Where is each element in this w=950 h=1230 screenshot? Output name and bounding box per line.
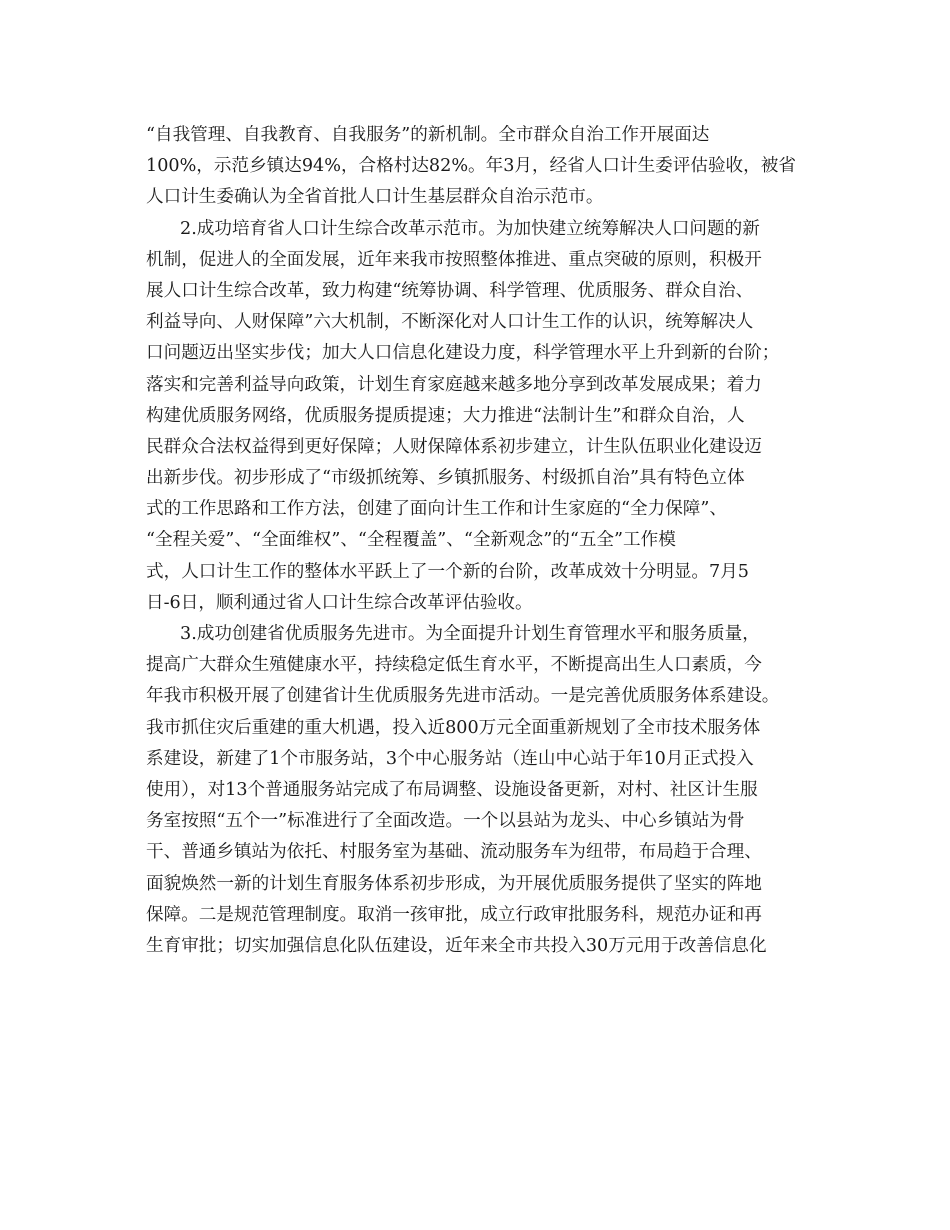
text-line: 民群众合法权益得到更好保障；人财保障体系初步建立，计生队伍职业化建设迈 [146, 436, 762, 457]
text-line: “自我管理、自我教育、自我服务”的新机制。全市群众自治工作开展面达 [146, 125, 710, 145]
text-line: 出新步伐。初步形成了“市级抓统筹、乡镇抓服务、村级抓自治”具有特色立体 [146, 468, 745, 489]
text-line: 保障。二是规范管理制度。取消一孩审批，成立行政审批服务科，规范办证和再 [146, 904, 762, 925]
text-line: 式的工作思路和工作方法，创建了面向计生工作和计生家庭的“全力保障”、 [146, 499, 727, 520]
text-line: 展人口计生综合改革，致力构建“统筹协调、科学管理、优质服务、群众自治、 [146, 280, 754, 301]
text-line: 年我市积极开展了创建省计生优质服务先进市活动。一是完善优质服务体系建设。 [146, 686, 780, 707]
text-line: 构建优质服务网络，优质服务提质提速；大力推进“法制计生”和群众自治，人 [146, 405, 745, 426]
text-line: 机制，促进人的全面发展，近年来我市按照整体推进、重点突破的原则，积极开 [146, 249, 762, 270]
text-line: 100%，示范乡镇达94%，合格村达82%。年3月，经省人口计生委评估验收，被省 [146, 156, 796, 177]
text-line: 提高广大群众生殖健康水平，持续稳定低生育水平，不断提高出生人口素质，今 [146, 655, 762, 676]
text-line: 干、普通乡镇站为依托、村服务室为基础、流动服务车为纽带，布局趋于合理、 [146, 842, 762, 863]
text-line: 我市抓住灾后重建的重大机遇，投入近800万元全面重新规划了全市技术服务体 [146, 717, 761, 738]
text-line: 生育审批；切实加强信息化队伍建设，近年来全市共投入30万元用于改善信息化 [146, 935, 767, 956]
text-line: 利益导向、人财保障”六大机制，不断深化对人口计生工作的认识，统筹解决人 [146, 312, 754, 333]
text-line: 使用），对13个普通服务站完成了布局调整、设施设备更新，对村、社区计生服 [146, 779, 758, 800]
text-line: 系建设，新建了1个市服务站，3个中心服务站（连山中心站于年10月正式投入 [146, 748, 754, 769]
text-line: 口问题迈出坚实步伐；加大人口信息化建设力度，科学管理水平上升到新的台阶； [146, 343, 780, 364]
document-body [146, 120, 812, 962]
text-line: 落实和完善利益导向政策，计划生育家庭越来越多地分享到改革发展成果；着力 [146, 374, 762, 395]
text-line: 人口计生委确认为全省首批人口计生基层群众自治示范市。 [146, 187, 604, 208]
paragraph-first-line: 2.成功培育省人口计生综合改革示范市。为加快建立统筹解决人口问题的新 [180, 218, 760, 239]
text-line: 面貌焕然一新的计划生育服务体系初步形成，为开展优质服务提供了坚实的阵地 [146, 873, 762, 894]
text-line: “全程关爱”、“全面维权”、“全程覆盖”、“全新观念”的“五全”工作模 [146, 530, 676, 551]
paragraph-first-line: 3.成功创建省优质服务先进市。为全面提升计划生育管理水平和服务质量， [180, 624, 760, 644]
text-line: 务室按照“五个一”标准进行了全面改造。一个以县站为龙头、中心乡镇站为骨 [146, 811, 745, 832]
text-line: 式，人口计生工作的整体水平跃上了一个新的台阶，改革成效十分明显。7月5 [146, 561, 749, 582]
text-line: 日-6日，顺利通过省人口计生综合改革评估验收。 [146, 592, 533, 613]
